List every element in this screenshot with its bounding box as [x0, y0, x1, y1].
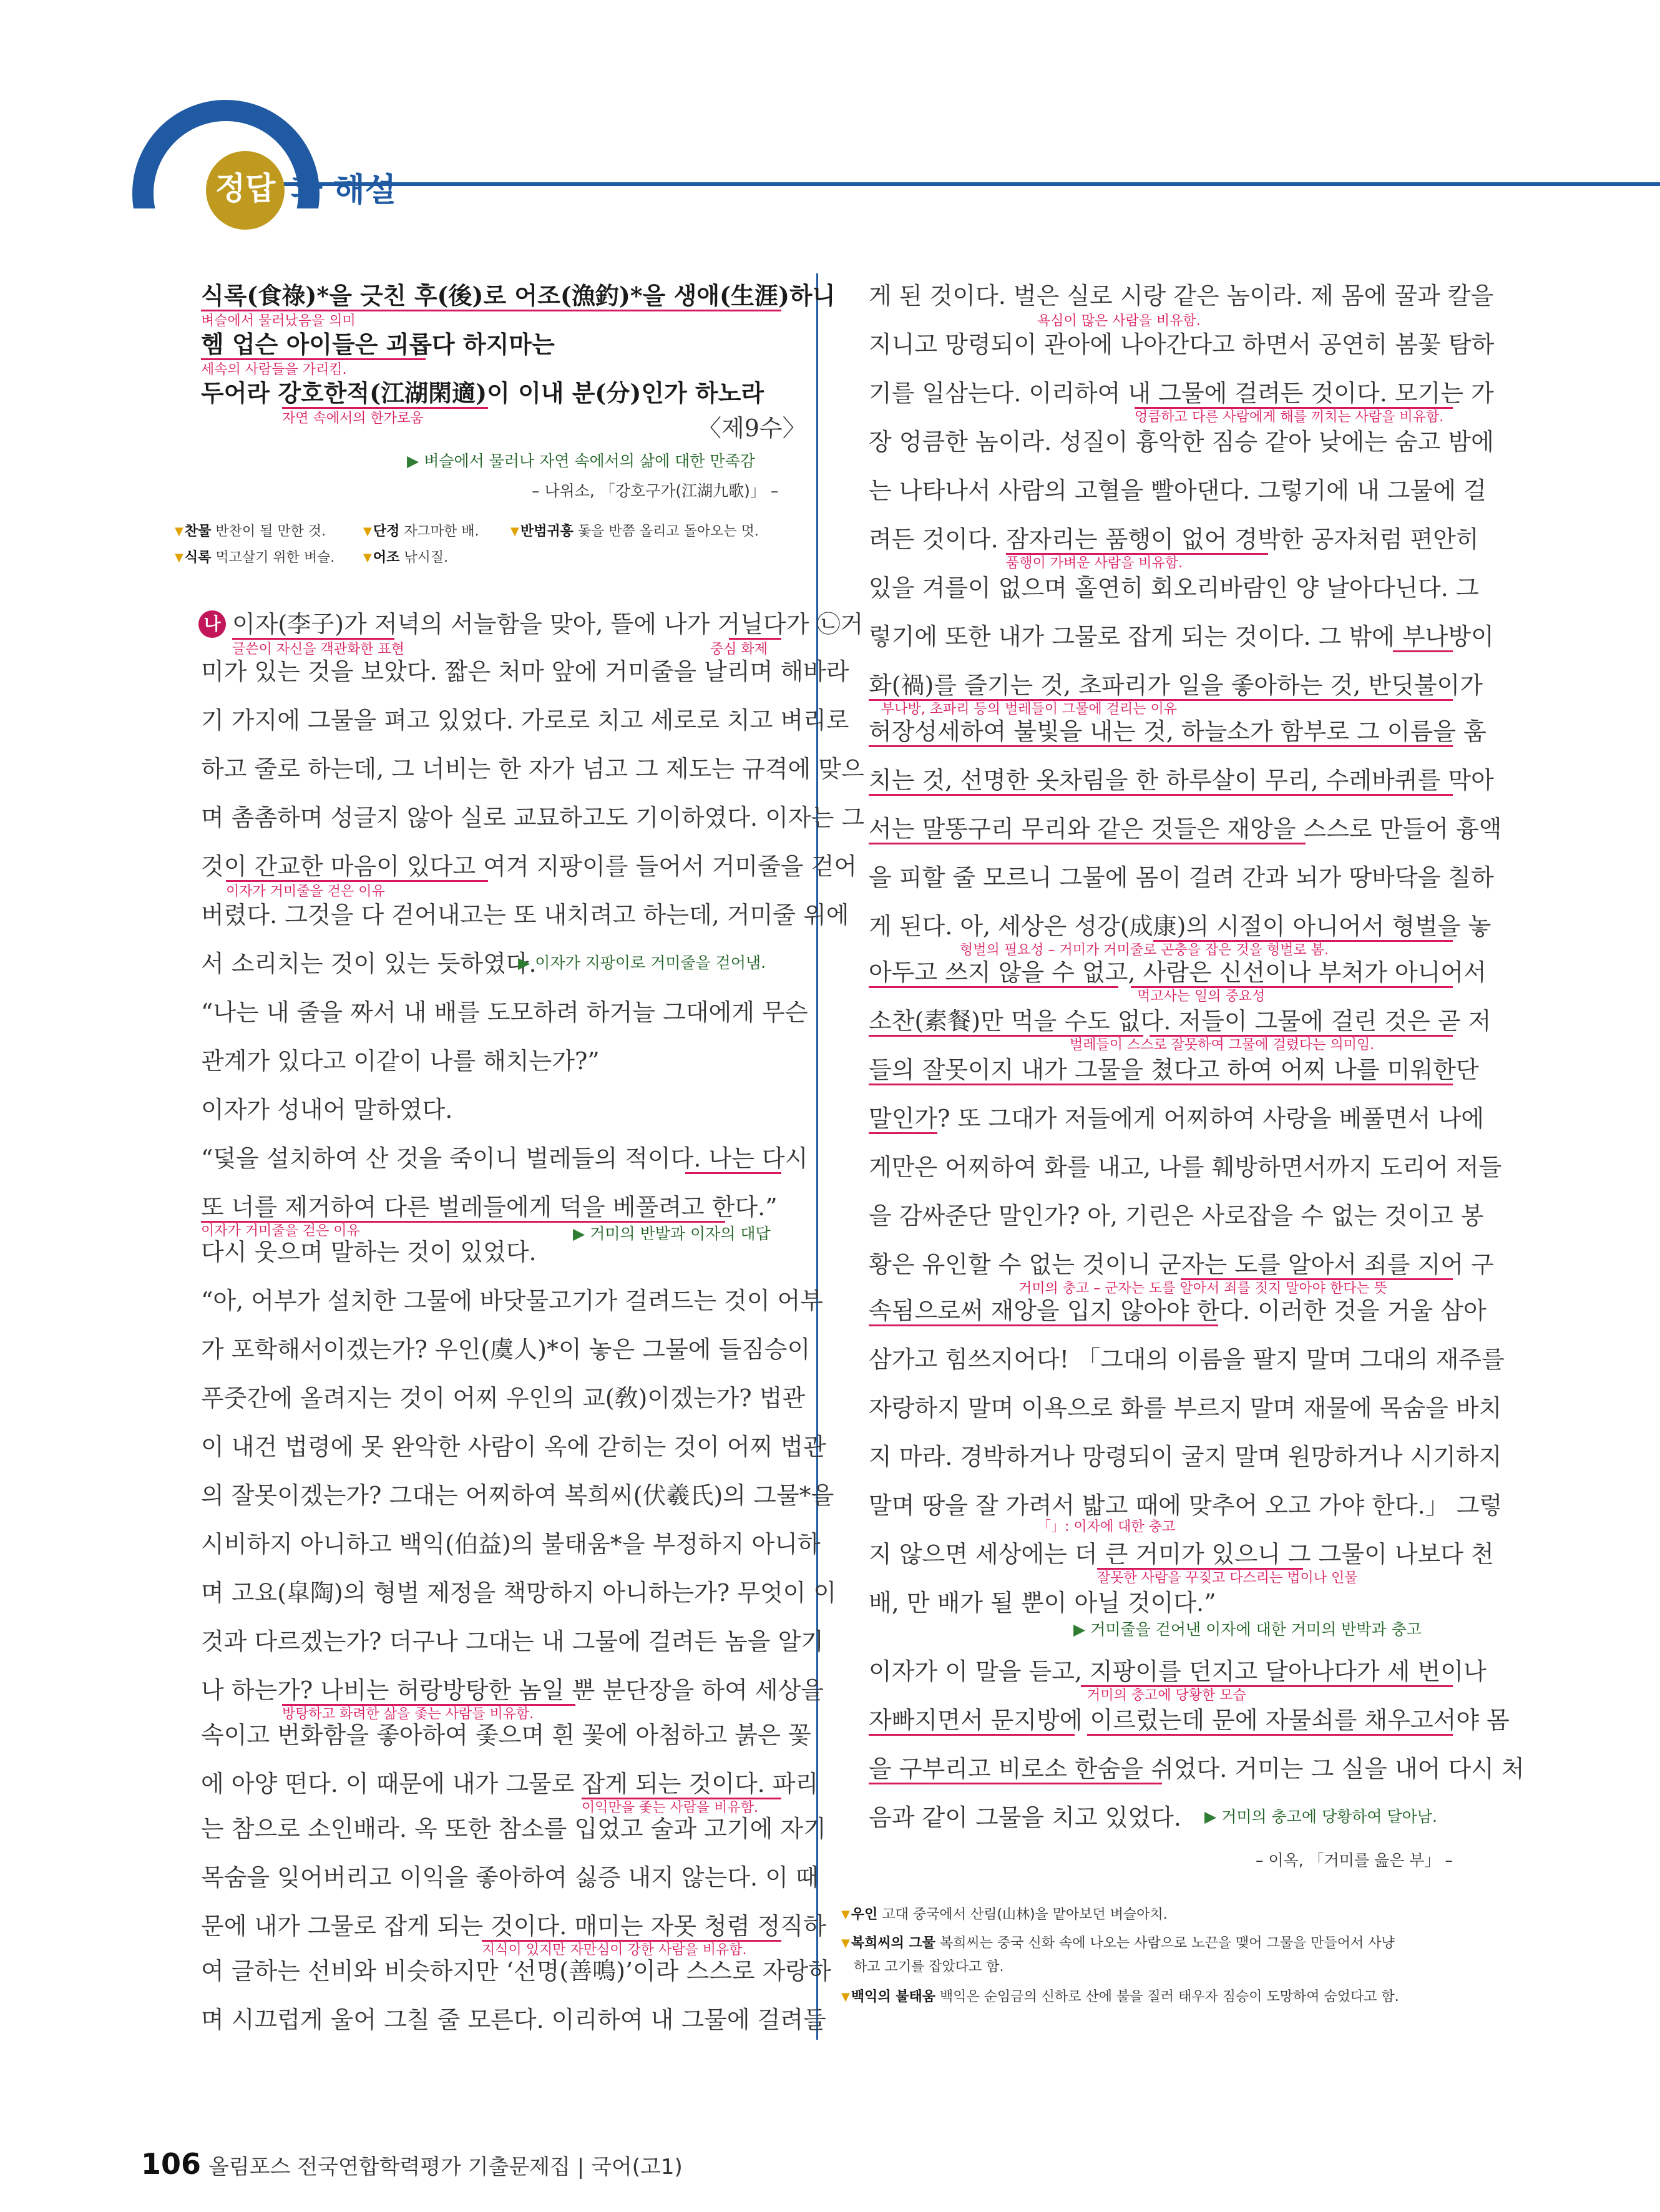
- text-line: 기를 일삼는다. 이리하여 내 그물에 걸려든 것이다. 모기는 가: [869, 379, 1494, 407]
- annotation: 이익만을 좇는 사람을 비유함.: [582, 1800, 758, 1816]
- text-line: 허장성세하여 불빛을 내는 것, 하늘소가 함부로 그 이름을 훔: [869, 718, 1487, 745]
- poem-line: 두어라 강호한적(江湖閑適)이 이내 분(分)인가 하노라: [201, 379, 764, 407]
- text-line: 을 감싸준단 말인가? 아, 기린은 사로잡을 수 없는 것이고 봉: [869, 1202, 1484, 1230]
- text-line: 삼가고 힘쓰지어다! 「그대의 이름을 팔지 말며 그대의 재주를: [869, 1346, 1505, 1373]
- annotation: 벼슬에서 물러났음을 의미: [201, 313, 356, 329]
- text-line: 속이고 번화함을 좋아하여 좇으며 흰 꽃에 아첨하고 붉은 꽃: [201, 1721, 811, 1749]
- text-line: 을 구부리고 비로소 한숨을 쉬었다. 거미는 그 실을 내어 다시 처: [869, 1755, 1525, 1783]
- text-line: 지 않으면 세상에는 더 큰 거미가 있으니 그 그물이 나보다 천: [869, 1540, 1494, 1568]
- text-line: 에 아양 떤다. 이 때문에 내가 그물로 잡게 되는 것이다. 파리: [201, 1770, 819, 1798]
- glossary-item: ▼복희씨의 그물 복희씨는 중국 신화 속에 나오는 사람으로 노끈을 맺어 그물을 만들어서 사냥: [841, 1936, 1395, 1951]
- poem-line: 식록(食祿)*을 긋친 후(後)로 어조(漁釣)*을 생애(生涯)하니: [201, 281, 836, 310]
- underline: [729, 638, 781, 640]
- text-line: “나는 내 줄을 짜서 내 배를 도모하려 하거늘 그대에게 무슨: [201, 999, 808, 1026]
- annotation: 욕심이 많은 사람을 비유함.: [1037, 313, 1201, 329]
- text-line: “덫을 설치하여 산 것을 죽이니 벌레들의 적이다. 나는 다시: [201, 1145, 808, 1172]
- underline: [1153, 940, 1453, 942]
- underline: [869, 1132, 937, 1134]
- text-line: 며 고요(皐陶)의 형벌 제정을 책망하지 아니하는가? 무엇이 이: [201, 1579, 837, 1607]
- text-line: 는 참으로 소인배라. 옥 또한 참소를 입었고 술과 고기에 자기: [201, 1815, 826, 1843]
- glossary-item-continued: 하고 고기를 잡았다고 함.: [854, 1959, 1004, 1975]
- underline: [869, 843, 1306, 844]
- text-line: 버렸다. 그것을 다 걷어내고는 또 내치려고 하는데, 거미줄 위에: [201, 901, 849, 929]
- text-line: 을 피할 줄 모르니 그물에 몸이 걸려 간과 뇌가 땅바닥을 칠하: [869, 864, 1494, 891]
- text-line: 관계가 있다고 이같이 나를 해치는가?”: [201, 1047, 600, 1075]
- text-line: 또 너를 제거하여 다른 벌레들에게 덕을 베풀려고 한다.”: [201, 1193, 778, 1221]
- annotation: 먹고사는 일의 중요성: [1137, 989, 1266, 1004]
- text-line: 하고 줄로 하는데, 그 너비는 한 자가 넘고 그 제도는 규격에 맞으: [201, 755, 864, 783]
- text-line: 말며 땅을 잘 가려서 밟고 때에 맞추어 오고 가야 한다.」 그렇: [869, 1492, 1503, 1519]
- underline: [1135, 407, 1453, 409]
- text-line: 음과 같이 그물을 치고 있었다.: [869, 1804, 1181, 1831]
- poem-number: 〈제9수〉: [698, 414, 806, 442]
- text-line: 자랑하지 말며 이욕으로 화를 부르지 말며 재물에 목숨을 바치: [869, 1394, 1502, 1422]
- underline: [1006, 553, 1268, 555]
- glossary-mark-icon: ▼: [841, 1908, 850, 1921]
- text-line: 려든 것이다. 잠자리는 품행이 없어 경박한 공자처럼 편안히: [869, 526, 1479, 553]
- glossary-item: ▼식록 먹고살기 위한 벼슬.: [175, 550, 335, 565]
- underline: [201, 1221, 725, 1223]
- text-line: “아, 어부가 설치한 그물에 바닷물고기가 걸려드는 것이 어부: [201, 1287, 824, 1314]
- underline: [1150, 1035, 1453, 1037]
- summary-note: ▶ 거미의 충고에 당황하여 달아남.: [1204, 1808, 1437, 1826]
- text-line: 시비하지 아니하고 백익(伯益)의 불태움*을 부정하지 아니하: [201, 1530, 821, 1558]
- text-line: 문에 내가 그물로 잡게 되는 것이다. 매미는 자못 청렴 정직하: [201, 1912, 826, 1940]
- annotation: 세속의 사람들을 가리킴.: [201, 362, 347, 378]
- source-citation: – 이옥, 「거미를 읊은 부」 –: [1256, 1851, 1453, 1869]
- text-line: 푸줏간에 올려지는 것이 어찌 우인의 교(敎)이겠는가? 법관: [201, 1384, 806, 1412]
- underline: [869, 745, 1453, 747]
- header-title: 과 해설: [291, 172, 396, 209]
- glossary-item: ▼반범귀흥 돛을 반쯤 올리고 돌아오는 멋.: [510, 524, 759, 539]
- underline: [869, 699, 1453, 701]
- text-line: 것과 다르겠는가? 더구나 그대는 내 그물에 걸려든 놈을 알기: [201, 1628, 824, 1655]
- underline: [1097, 1568, 1303, 1570]
- text-line: 미가 있는 것을 보았다. 짧은 처마 앞에 거미줄을 날리며 해바라: [201, 658, 849, 685]
- annotation: 글쓴이 자신을 객관화한 표현: [232, 642, 405, 657]
- header-badge-text: 정답: [215, 170, 276, 207]
- annotation: 자연 속에서의 한가로움: [282, 411, 424, 426]
- poem-line: 헴 업슨 아이들은 괴롭다 하지마는: [201, 330, 555, 358]
- glossary-item: ▼백익의 불태움 백익은 순임금의 신하로 산에 불을 질러 태우자 짐승이 도망하여 숨었다고 함.: [841, 1989, 1399, 2005]
- underline: [582, 1798, 781, 1799]
- annotation: 이자가 거미줄을 걷은 이유: [226, 884, 385, 899]
- underline: [226, 880, 488, 882]
- underline: [1393, 650, 1453, 652]
- glossary-mark-icon: ▼: [363, 525, 372, 538]
- glossary-item: ▼어조 낚시질.: [363, 550, 449, 565]
- text-line: 소찬(素餐)만 먹을 수도 없다. 저들이 그물에 걸린 것은 곧 저: [869, 1007, 1492, 1035]
- text-line: 이자(李子)가 저녁의 서늘함을 맞아, 뜰에 나가 거닐다가 ㉡거: [232, 610, 864, 638]
- glossary-mark-icon: ▼: [363, 551, 372, 564]
- text-line: 지 마라. 경박하거나 망령되이 굴지 말며 원망하거나 시기하지: [869, 1443, 1502, 1471]
- glossary-mark-icon: ▼: [175, 525, 183, 538]
- underline: [1087, 1734, 1453, 1736]
- glossary-mark-icon: ▼: [175, 551, 183, 564]
- page-footer: [141, 2147, 683, 2181]
- page-number: 106: [141, 2147, 202, 2181]
- glossary-item: ▼단정 자그마한 배.: [363, 524, 479, 539]
- poem-source: – 나위소, 「강호구가(江湖九歌)」 –: [532, 482, 779, 500]
- text-line: 화(禍)를 즐기는 것, 초파리가 일을 좋아하는 것, 반딧불이가: [869, 672, 1483, 699]
- text-line: 가 포학해서이겠는가? 우인(虞人)*이 놓은 그물에 들짐승이: [201, 1336, 811, 1363]
- glossary-item: ▼찬물 반찬이 될 만한 것.: [175, 524, 326, 539]
- text-line: 게만은 어찌하여 화를 내고, 나를 훼방하면서까지 도리어 저들: [869, 1153, 1502, 1181]
- summary-note: ▶ 이자가 지팡이로 거미줄을 걷어냄.: [518, 954, 766, 972]
- underline: [201, 358, 426, 360]
- text-line: 이자가 성내어 말하였다.: [201, 1096, 453, 1123]
- underline: [869, 794, 1453, 796]
- text-line: 말인가? 또 그대가 저들에게 어찌하여 사랑을 베풀면서 나에: [869, 1105, 1484, 1132]
- underline: [869, 1783, 1162, 1784]
- header-rule: [268, 182, 1660, 186]
- annotation: 「」: 이자에 대한 충고: [1037, 1519, 1176, 1535]
- section-marker: 나: [198, 610, 226, 638]
- glossary-item: ▼우인 고대 중국에서 산림(山林)을 맡아보던 벼슬아치.: [841, 1907, 1168, 1922]
- annotation: 엉큼하고 다른 사람에게 해를 끼치는 사람을 비유함.: [1135, 409, 1444, 425]
- text-line: 며 시끄럽게 울어 그칠 줄 모른다. 이리하여 내 그물에 걸려들: [201, 2006, 826, 2033]
- text-line: 렇기에 또한 내가 그물로 잡게 되는 것이다. 그 밖에 부나방이: [869, 623, 1494, 650]
- annotation: 거미의 충고 – 군자는 도를 알아서 죄를 짓지 말아야 한다는 뜻: [1018, 1281, 1387, 1296]
- annotation: 거미의 충고에 당황한 모습: [1087, 1688, 1246, 1703]
- text-line: 자빠지면서 문지방에 이르렀는데 문에 자물쇠를 채우고서야 몸: [869, 1706, 1510, 1734]
- text-line: 있을 겨를이 없으며 홀연히 회오리바람인 양 날아다닌다. 그: [869, 574, 1479, 602]
- underline: [869, 1084, 1453, 1085]
- text-line: 황은 유인할 수 없는 것이니 군자는 도를 알아서 죄를 지어 구: [869, 1251, 1494, 1278]
- text-line: 게 된다. 아, 세상은 성강(成康)의 시절이 아니어서 형벌을 놓: [869, 913, 1492, 940]
- summary-note: ▶ 벼슬에서 물러나 자연 속에서의 삶에 대한 만족감: [407, 452, 755, 471]
- text-line: 며 촘촘하며 성글지 않아 실로 교묘하고도 기이하였다. 이자는 그: [201, 804, 865, 831]
- annotation: 방탕하고 화려한 삶을 좇는 사람들 비유함.: [282, 1706, 534, 1722]
- underline: [201, 310, 781, 311]
- text-line: 의 잘못이겠는가? 그대는 어찌하여 복희씨(伏羲氏)의 그물*을: [201, 1482, 834, 1509]
- text-line: 지니고 망령되이 관아에 나아간다고 하면서 공연히 봄꽃 탐하: [869, 331, 1495, 358]
- text-line: 배, 만 배가 될 뿐이 아닐 것이다.”: [869, 1589, 1216, 1617]
- underline: [1131, 986, 1453, 988]
- text-line: 게 된 것이다. 벌은 실로 시랑 같은 놈이라. 제 몸에 꿀과 칼을: [869, 282, 1494, 310]
- text-line: 속됨으로써 재앙을 입지 않아야 한다. 이러한 것을 거울 삼아: [869, 1297, 1487, 1324]
- text-line: 서는 말똥구리 무리와 같은 것들은 재앙을 스스로 만들어 흉액: [869, 815, 1502, 843]
- text-line: 는 나타나서 사람의 고혈을 빨아댄다. 그렇기에 내 그물에 걸: [869, 477, 1487, 504]
- text-line: 나 하는가? 나비는 허랑방탕한 놈일 뿐 분단장을 하여 세상을: [201, 1676, 824, 1704]
- glossary-mark-icon: ▼: [510, 525, 519, 538]
- text-line: 아두고 쓰지 않을 수 없고, 사람은 신선이나 부처가 아니어서: [869, 959, 1487, 986]
- text-line: 이자가 이 말을 듣고, 지팡이를 던지고 달아나다가 세 번이나: [869, 1658, 1487, 1685]
- summary-note: ▶ 거미줄을 걷어낸 이자에 대한 거미의 반박과 충고: [1073, 1620, 1422, 1639]
- glossary-mark-icon: ▼: [841, 1937, 850, 1950]
- underline: [1181, 1278, 1453, 1280]
- underline: [482, 1940, 781, 1942]
- underline: [869, 986, 1118, 988]
- underline: [232, 638, 394, 640]
- annotation: 잘못한 사람을 꾸짖고 다스리는 법이나 인물: [1097, 1570, 1358, 1586]
- annotation: 중심 화제: [710, 642, 768, 657]
- text-line: 서 소리치는 것이 있는 듯하였다.: [201, 950, 537, 977]
- annotation: 벌레들이 스스로 잘못하여 그물에 걸렸다는 의미임.: [1070, 1037, 1375, 1053]
- underline: [869, 1734, 1075, 1736]
- underline: [1081, 1685, 1453, 1687]
- underline: [869, 1324, 1218, 1326]
- underline: [282, 1704, 575, 1706]
- glossary-mark-icon: ▼: [841, 1990, 850, 2004]
- text-line: 들의 잘못이지 내가 그물을 쳤다고 하여 어찌 나를 미워한단: [869, 1056, 1479, 1084]
- annotation: 부나방, 초파리 등의 벌레들이 그물에 걸리는 이유: [881, 702, 1177, 717]
- text-line: 장 엉큼한 놈이라. 성질이 흉악한 짐승 같아 낮에는 숨고 밤에: [869, 428, 1494, 456]
- annotation: 형벌의 필요성 – 거미가 거미줄로 곤충을 잡은 것을 형벌로 봄.: [960, 942, 1329, 958]
- text-line: 것이 간교한 마음이 있다고 여겨 지팡이를 들어서 거미줄을 걷어: [201, 853, 857, 880]
- text-line: 기 가지에 그물을 펴고 있었다. 가로로 치고 세로로 치고 벼리로: [201, 707, 849, 734]
- underline: [869, 1035, 1143, 1037]
- text-line: 치는 것, 선명한 옷차림을 한 하루살이 무리, 수레바퀴를 막아: [869, 766, 1494, 794]
- annotation: 품행이 가벼운 사람을 비유함.: [1006, 555, 1183, 571]
- text-line: 다시 웃으며 말하는 것이 있었다.: [201, 1238, 537, 1266]
- underline: [282, 407, 488, 409]
- text-line: 목숨을 잊어버리고 이익을 좋아하여 싫증 내지 않는다. 이 때: [201, 1864, 819, 1891]
- text-line: 여 글하는 선비와 비슷하지만 ‘선명(善鳴)’이라 스스로 자랑하: [201, 1957, 831, 1985]
- summary-note: ▶ 거미의 반발과 이자의 대답: [573, 1225, 771, 1243]
- text-line: 이 내건 법령에 못 완악한 사람이 옥에 갇히는 것이 어찌 법관: [201, 1433, 826, 1461]
- annotation: 이자가 거미줄을 걷은 이유: [201, 1223, 360, 1239]
- book-title: 올림포스 전국연합학력평가 기출문제집 | 국어(고1): [208, 2155, 683, 2180]
- underline: [685, 1172, 781, 1174]
- annotation: 지식이 있지만 자만심이 강한 사람을 비유함.: [482, 1942, 747, 1958]
